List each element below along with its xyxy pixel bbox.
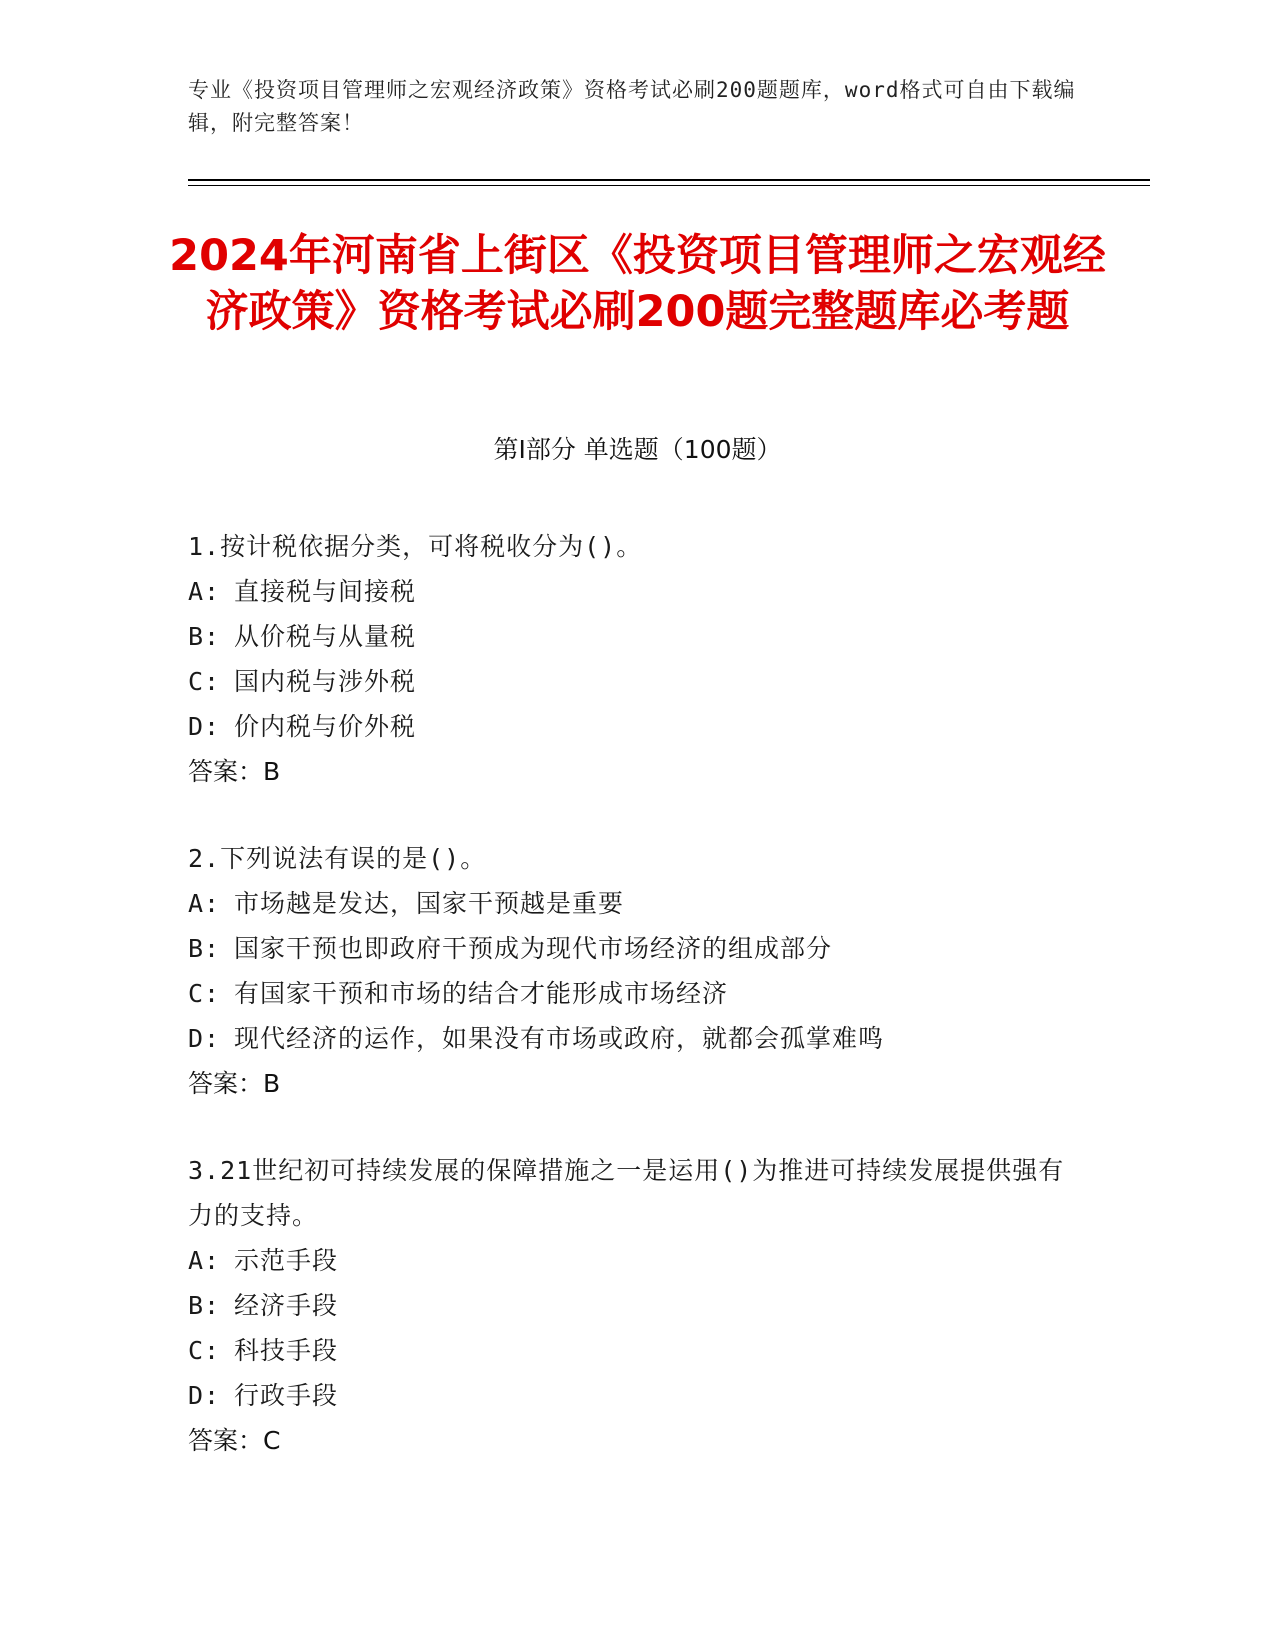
option-key: A:: [188, 889, 221, 918]
option-d: [188, 1016, 1088, 1061]
option-key: A:: [188, 577, 221, 606]
option-d: [188, 1373, 1088, 1418]
option-text: 科技手段: [234, 1336, 339, 1365]
option-key: C:: [188, 979, 221, 1008]
option-key: B:: [188, 934, 221, 963]
option-c: [188, 971, 1088, 1016]
question-1: [188, 524, 1088, 794]
question-3: [188, 1148, 1088, 1463]
question-stem: 2.下列说法有误的是()。: [188, 844, 487, 873]
option-key: D:: [188, 1024, 221, 1053]
option-text: 经济手段: [234, 1291, 339, 1320]
document-title: 2024年河南省上街区《投资项目管理师之宏观经济政策》资格考试必刷200题完整题库必考题: [169, 231, 1106, 337]
section-heading: 第I部分 单选题（100题）: [493, 435, 782, 464]
option-text: 示范手段: [234, 1246, 339, 1275]
option-key: D:: [188, 712, 221, 741]
option-key: D:: [188, 1381, 221, 1410]
option-key: B:: [188, 1291, 221, 1320]
option-a: [188, 881, 1088, 926]
option-text: 有国家干预和市场的结合才能形成市场经济: [234, 979, 729, 1008]
option-text: 国家干预也即政府干预成为现代市场经济的组成部分: [234, 934, 833, 963]
option-text: 行政手段: [234, 1381, 339, 1410]
answer-line: 答案：B: [188, 1069, 281, 1098]
question-2: [188, 836, 1088, 1106]
option-c: [188, 659, 1088, 704]
option-key: C:: [188, 1336, 221, 1365]
option-key: C:: [188, 667, 221, 696]
option-c: [188, 1328, 1088, 1373]
question-stem: 3.21世纪初可持续发展的保障措施之一是运用()为推进可持续发展提供强有力的支持。: [188, 1156, 1065, 1230]
option-b: [188, 1283, 1088, 1328]
question-list: [188, 524, 1088, 1505]
option-d: [188, 704, 1088, 749]
option-text: 价内税与价外税: [234, 712, 417, 741]
option-text: 国内税与涉外税: [234, 667, 417, 696]
header-rule-thick: [188, 179, 1150, 181]
option-text: 现代经济的运作，如果没有市场或政府，就都会孤掌难鸣: [234, 1024, 885, 1053]
option-b: [188, 614, 1088, 659]
option-key: B:: [188, 622, 221, 651]
question-stem: 1.按计税依据分类，可将税收分为()。: [188, 532, 643, 561]
answer-line: 答案：B: [188, 757, 281, 786]
header-rule-thin: [188, 185, 1150, 186]
option-a: [188, 569, 1088, 614]
option-key: A:: [188, 1246, 221, 1275]
option-text: 市场越是发达，国家干预越是重要: [234, 889, 625, 918]
option-b: [188, 926, 1088, 971]
header-note: 专业《投资项目管理师之宏观经济政策》资格考试必刷200题题库，word格式可自由下载编辑，附完整答案！: [188, 78, 1076, 135]
option-text: 直接税与间接税: [234, 577, 417, 606]
option-a: [188, 1238, 1088, 1283]
answer-line: 答案：C: [188, 1426, 281, 1455]
option-text: 从价税与从量税: [234, 622, 417, 651]
